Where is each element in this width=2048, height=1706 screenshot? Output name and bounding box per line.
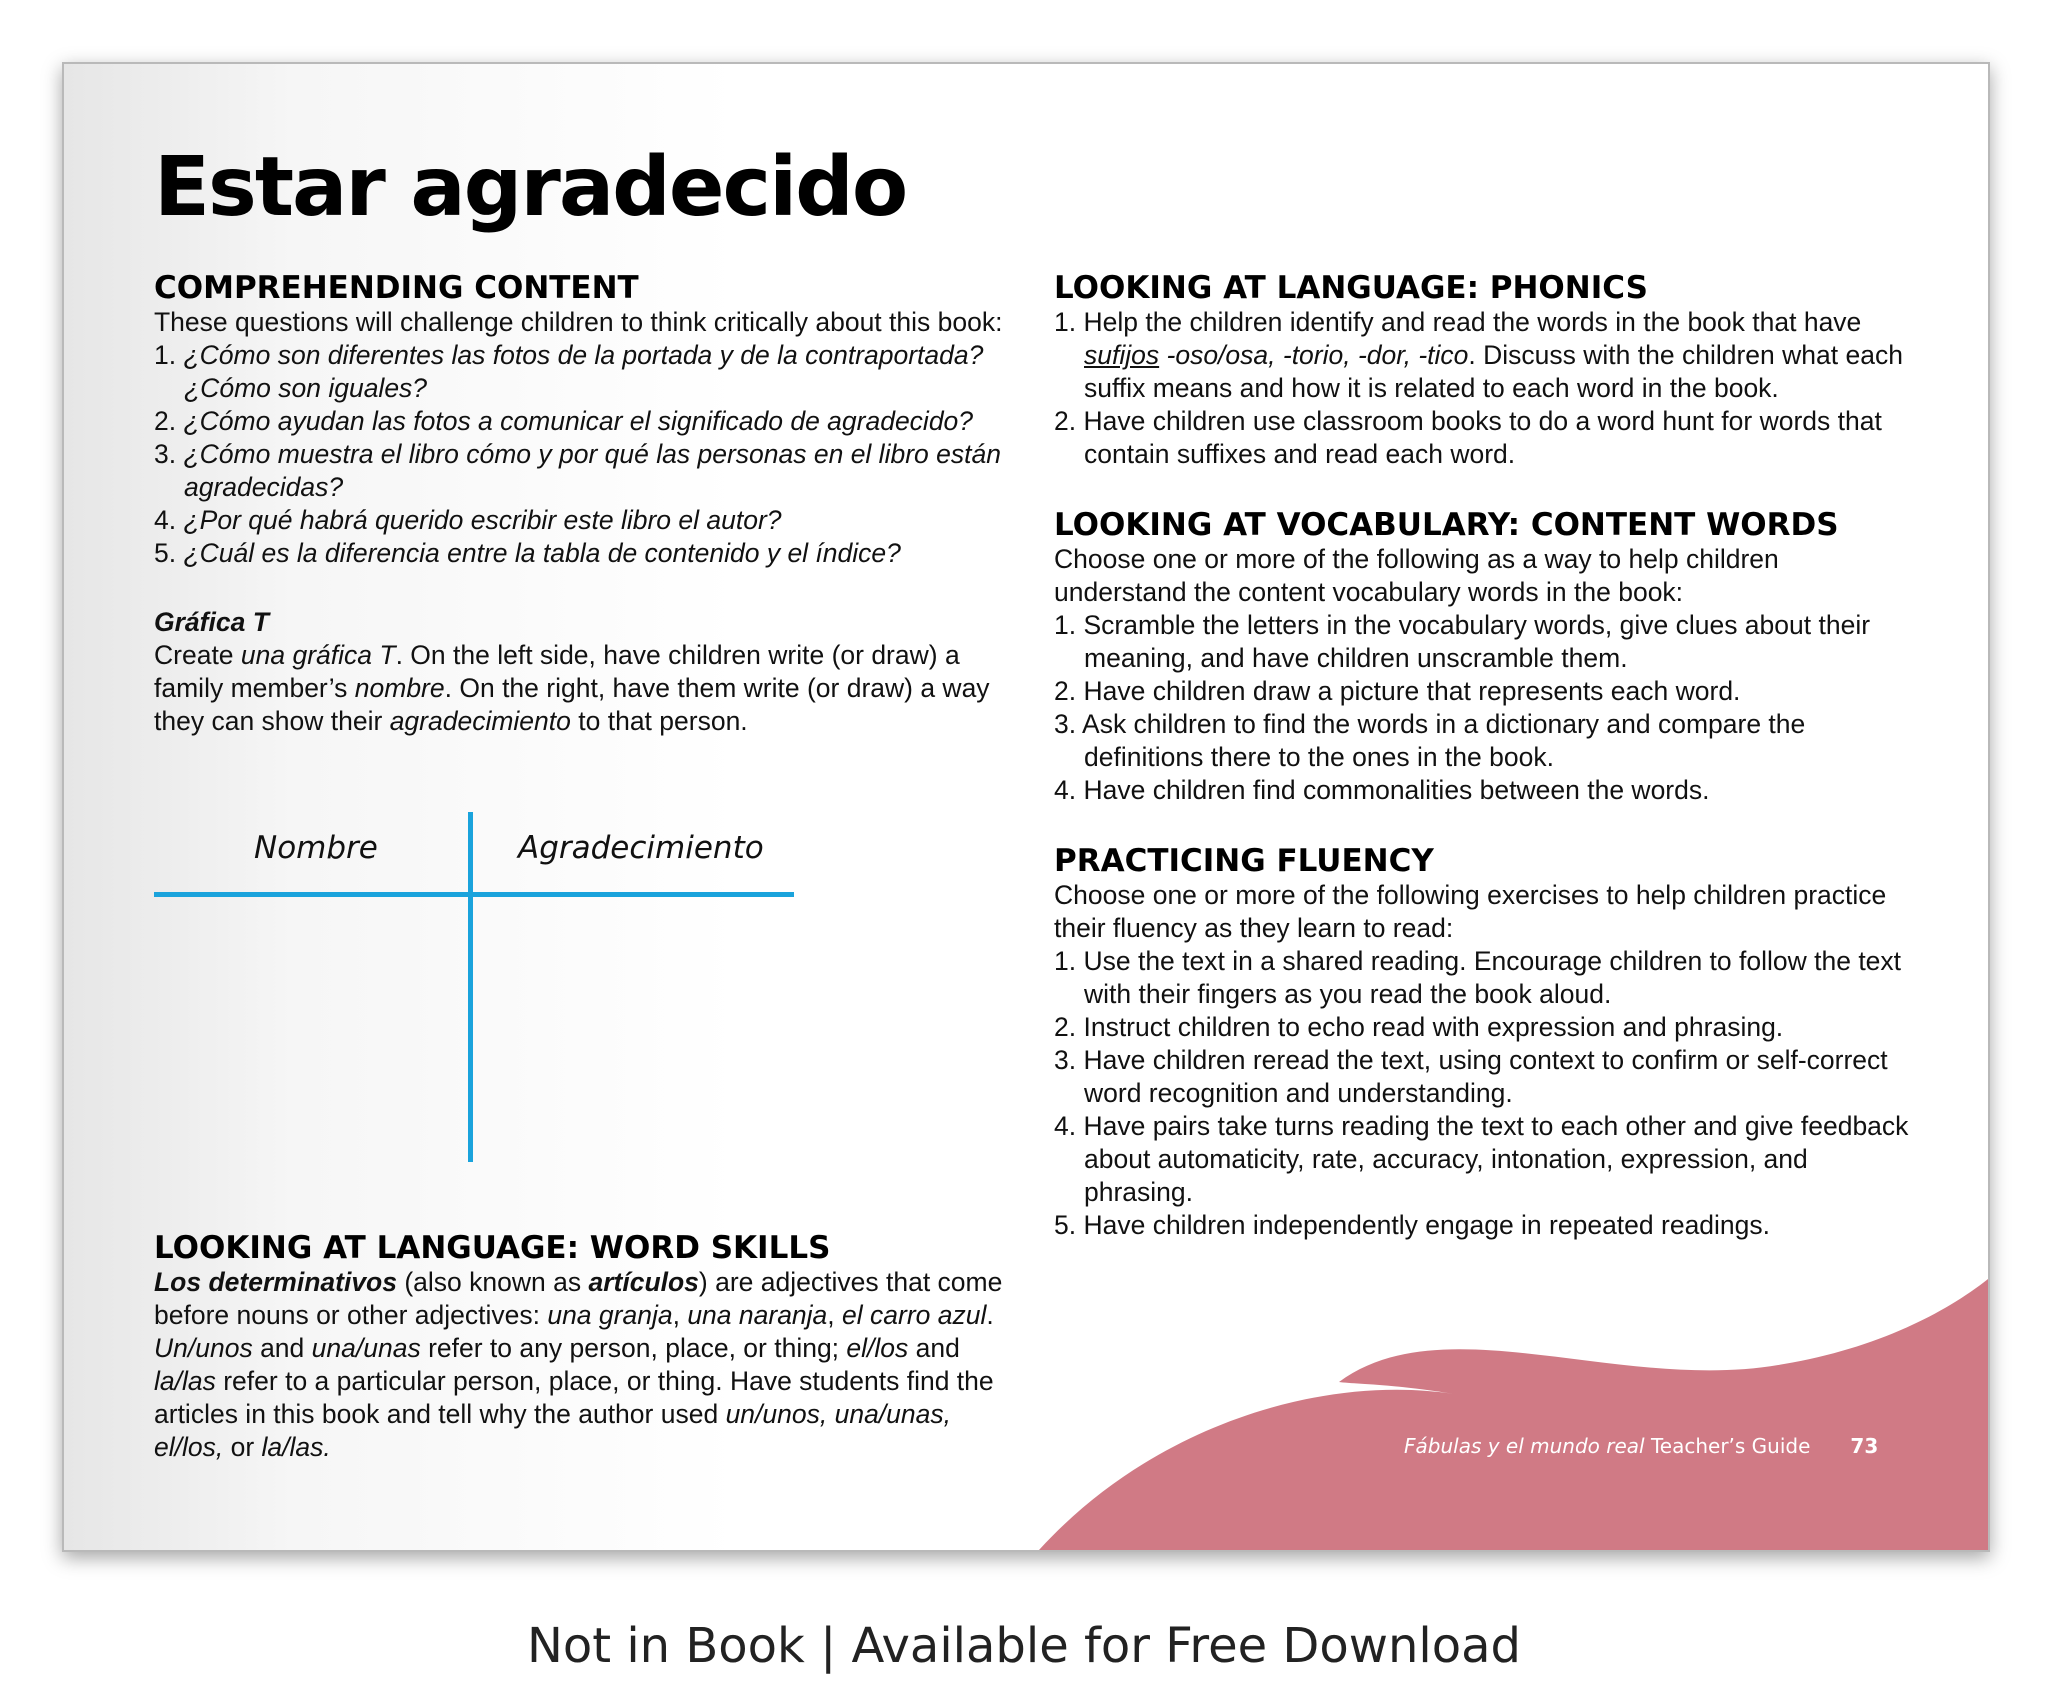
comprehending-heading: COMPREHENDING CONTENT [154, 270, 639, 306]
footer-book-title: Fábulas y el mundo real Teacher’s Guide [1404, 1434, 1811, 1458]
list-item: 4. ¿Por qué habrá querido escribir este libro el autor? [154, 505, 782, 535]
list-item: 3. ¿Cómo muestra el libro cómo y por qué las personas en el libro están agradecidas? [154, 439, 1001, 502]
right-column [1054, 270, 1914, 1242]
fluency-list [1054, 945, 1914, 1242]
t-chart-right-label: Agradecimiento [518, 830, 764, 866]
t-chart-vertical-line [468, 812, 473, 1162]
grafica-heading: Gráfica T [154, 607, 269, 637]
list-item: 2. Have children use classroom books to do a word hunt for words that contain suffixes and read each word. [1054, 406, 1882, 469]
word-skills-section [154, 1230, 1014, 1464]
list-item: 1. Help the children identify and read the words in the book that have sufijos -oso/osa, -torio, -dor, -tico. Discuss with the children what each suffix means and how it is related to each word in the book. [1054, 307, 1903, 403]
fluency-intro: Choose one or more of the following exercises to help children practice their fluency as they learn to read: [1054, 880, 1887, 943]
download-banner: Not in Book | Available for Free Download [526, 1618, 1521, 1674]
comprehending-intro: These questions will challenge children to think critically about this book: [154, 307, 1003, 337]
list-item: 1. Use the text in a shared reading. Encourage children to follow the text with their fingers as you read the book aloud. [1054, 946, 1902, 1009]
list-item: 1. ¿Cómo son diferentes las fotos de la portada y de la contraportada? ¿Cómo son iguales? [154, 340, 984, 403]
t-chart-horizontal-line [154, 892, 794, 897]
list-item: 3. Have children reread the text, using context to confirm or self-correct word recognition and understanding. [1054, 1045, 1888, 1108]
vocabulary-heading: LOOKING AT VOCABULARY: CONTENT WORDS [1054, 507, 1839, 543]
list-item: 4. Have pairs take turns reading the text to each other and give feedback about automaticity, rate, accuracy, intonation, expression, and phrasing. [1054, 1111, 1909, 1207]
t-chart-left-label: Nombre [254, 830, 378, 866]
page-number: 73 [1850, 1434, 1879, 1458]
list-item: 1. Scramble the letters in the vocabulary words, give clues about their meaning, and have children unscramble them. [1054, 610, 1871, 673]
list-item: 2. Instruct children to echo read with expression and phrasing. [1054, 1012, 1784, 1042]
phonics-list [1054, 306, 1914, 471]
word-skills-paragraph: Los determinativos (also known as artículos) are adjectives that come before nouns or other adjectives: una granja, una naranja, el carro azul. Un/unos and una/unas refer to any person, place, or thing; el/los and la/las refer to a particular person, place, or thing. Have students find the articles in this book and tell why the author used un/unos, una/unas, el/los, or la/las. [154, 1267, 1003, 1462]
list-item: 3. Ask children to find the words in a dictionary and compare the definitions there to the ones in the book. [1054, 709, 1806, 772]
phonics-heading: LOOKING AT LANGUAGE: PHONICS [1054, 270, 1648, 306]
vocabulary-list [1054, 609, 1914, 807]
word-skills-heading: LOOKING AT LANGUAGE: WORD SKILLS [154, 1230, 831, 1266]
left-column [154, 270, 1014, 738]
t-chart [154, 812, 794, 1162]
page-title: Estar agradecido [154, 140, 907, 235]
list-item: 2. ¿Cómo ayudan las fotos a comunicar el significado de agradecido? [154, 406, 974, 436]
page-footer [1404, 1434, 1904, 1458]
vocabulary-intro: Choose one or more of the following as a way to help children understand the content vocabulary words in the book: [1054, 544, 1779, 607]
list-item: 5. ¿Cuál es la diferencia entre la tabla de contenido y el índice? [154, 538, 901, 568]
comprehension-questions [154, 339, 1014, 570]
list-item: 4. Have children find commonalities between the words. [1054, 775, 1710, 805]
grafica-paragraph: Create una gráfica T. On the left side, have children write (or draw) a family member’s nombre. On the right, have them write (or draw) a way they can show their agradecimiento to that person. [154, 640, 990, 736]
fluency-heading: PRACTICING FLUENCY [1054, 843, 1434, 879]
list-item: 2. Have children draw a picture that represents each word. [1054, 676, 1741, 706]
guide-page [62, 62, 1990, 1552]
list-item: 5. Have children independently engage in repeated readings. [1054, 1210, 1771, 1240]
